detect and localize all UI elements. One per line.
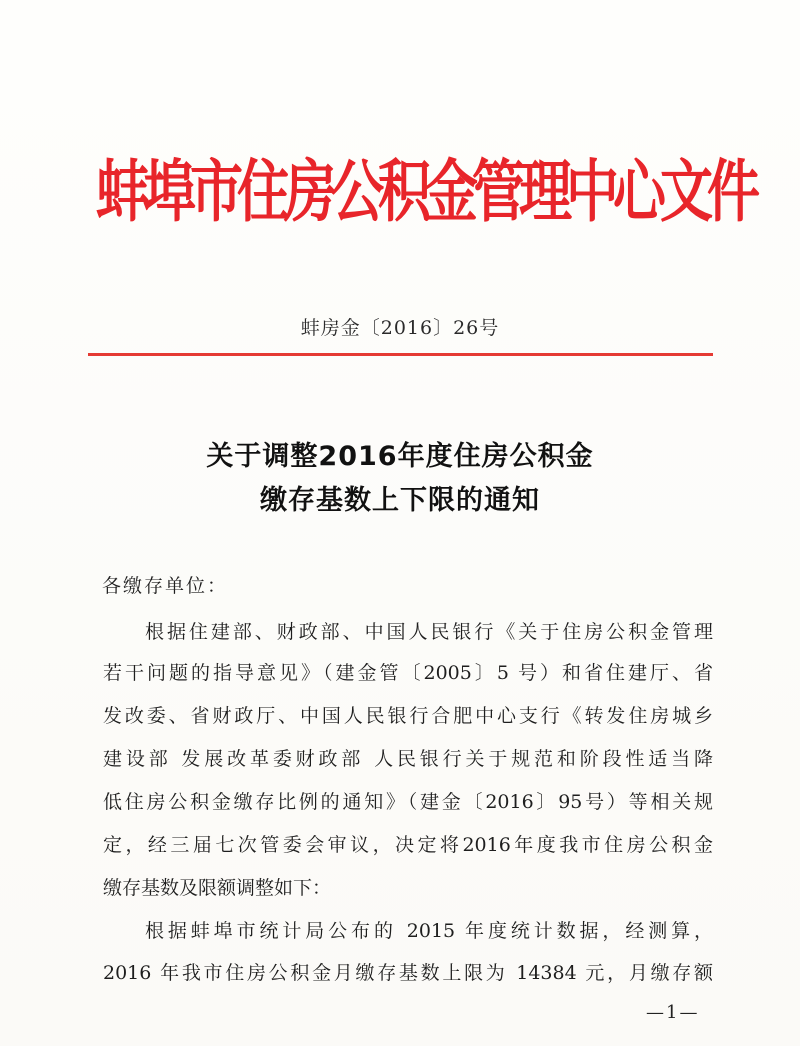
body-paragraph-line: 根据住建部、财政部、中国人民银行《关于住房公积金管理: [145, 621, 713, 643]
issuer-header-title: 蚌埠市住房公积金管理中心文件: [96, 153, 754, 232]
body-paragraph-line: 定，经三届七次管委会审议，决定将2016年度我市住房公积金: [103, 834, 713, 856]
body-paragraph-line: 缴存基数及限额调整如下：: [103, 877, 332, 899]
body-paragraph-line: 低住房公积金缴存比例的通知》（建金〔2016〕95号）等相关规: [103, 791, 713, 813]
body-paragraph-line: 发改委、省财政厅、中国人民银行合肥中心支行《转发住房城乡: [103, 705, 713, 727]
notice-title-line-2: 缴存基数上下限的通知: [260, 485, 540, 516]
body-paragraph-line: 2016 年我市住房公积金月缴存基数上限为 14384 元，月缴存额: [103, 962, 713, 984]
notice-title-line-1: 关于调整2016年度住房公积金: [206, 441, 594, 472]
document-number: 蚌房金〔2016〕26号: [300, 317, 500, 339]
page-number: —1—: [646, 1002, 700, 1023]
body-paragraph-line: 若干问题的指导意见》（建金管〔2005〕5 号）和省住建厅、省: [103, 662, 713, 684]
body-paragraph-line: 根据蚌埠市统计局公布的 2015 年度统计数据，经测算，: [145, 920, 713, 942]
body-paragraph-line: 建设部 发展改革委财政部 人民银行关于规范和阶段性适当降: [103, 748, 713, 770]
red-divider-rule: [88, 353, 713, 356]
salutation: 各缴存单位：: [102, 575, 229, 597]
